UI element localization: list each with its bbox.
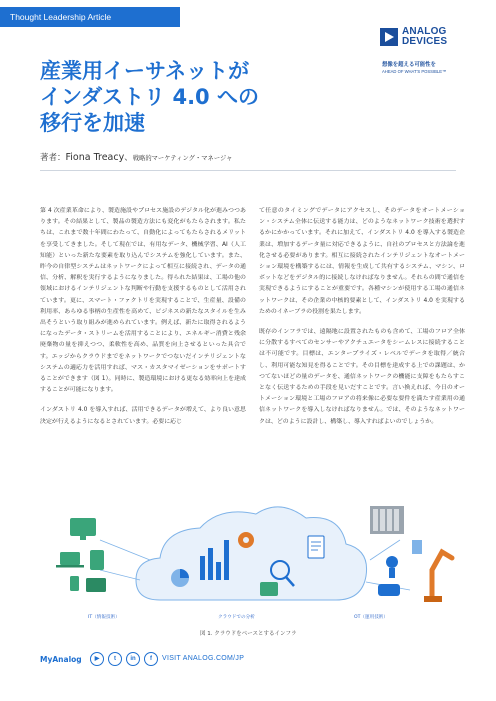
bar-chart-icon [200, 556, 205, 580]
author-prefix: 著者： [40, 153, 66, 163]
figure-illustration [40, 500, 458, 612]
body-paragraph: 第 4 次産業革命により、製造施設やプロセス施設のデジタル化が進みつつあります。その結果として、製品の製造方法にも変化がもたらされます。私たちは、これまで数十年間にわたって、自動化によってもたらされるメリットを享受してきました。そして現在では、有用なデータ、機械学習、AI（人工知能）といった新たな要素を取り込んでシステムを強化しています。また、昨今の自律型システムはネットワークによって相互に接続され、データの通信、分析、解釈を実行するようになりました。得られた結果は、工場の他の領域におけるインテリジェントな判断や行動を支援するものとして活用されています。更に、スマート・ファクトリを実現することで、生産量、設備の利用率、あらゆる事柄の生産性を高めて、ビジネスの新たなスタイルを生み出そうという取り組みが進められています。例えば、新たに取得されるようになったデータ・ストリームを活用することにより、エネルギー消費と残余廃棄物の量を抑えつつ、柔軟性を高め、品質を向上させるといった具合です。エッジからクラウドまでをネットワークでつないだインテリジェントなシステムの適応力を活用すれば、マス・カスタマイゼーションをサポートすることができます（図 1）。同時に、製造環境における更なる効率向上を達成することが可能になります。 [40, 207, 246, 394]
footer [40, 652, 460, 668]
myanalog-logo[interactable] [40, 655, 82, 664]
phone-icon [70, 576, 79, 591]
author-byline [40, 151, 232, 163]
youtube-icon[interactable]: ▶ [90, 652, 104, 666]
sensor-icon [386, 556, 398, 568]
article-type-banner [0, 7, 180, 27]
body-paragraph: インダストリ 4.0 を導入すれば、活用できるデータが増えて、より良い意思決定が行えるようになるとされています。必要に応じ [40, 406, 246, 425]
logo-tagline-jp: 想像を超える可能性を [382, 62, 436, 68]
body-paragraph: 既存のインフラでは、遠隔地に設置されたものも含めて、工場のフロア全体に分散するすべてのセンサーやアクチュエータをシームレスに接続することは不可能です。目標は、エンタープライズ・レベルでデータを取得／統合し、利用可能な知見を得ることです。その目標を達成する上での課題は、かつてないほどの量のデータを、通信ネットワークの機能に支障をもたらすことなく伝送するための手段を見いだすことです。言い換えれば、今日のオートメーション環境と工場のフロアの将来像に必要な要件を満たす産業用の通信ネットワークを導入しなければなりません。では、そのようなネットワークは、どのように設計し、構築し、導入すればよいのでしょうか。 [259, 328, 465, 425]
laptop-icon [60, 552, 80, 565]
body-column-left [40, 205, 246, 436]
twitter-icon[interactable]: t [108, 652, 122, 666]
author-separator: 、 [124, 153, 133, 163]
article-title-line3: 移行を加速 [40, 111, 145, 135]
robot-arm-icon [432, 552, 452, 596]
figure-label-ot: OT（運用技術） [354, 615, 388, 620]
author-role: 戦略的マーケティング・マネージャ [132, 155, 233, 162]
body-paragraph: て任意のタイミングでデータにアクセスし、そのデータをオートメーション・システム全体に伝送する能力は、どのようなネットワーク技術を選択するかにかかっています。それに加えて、インダストリ 4.0 を導入する製造企業は、増加するデータ量に対応できるように、自社のプロセスと方法論を進化させる必要があります。相互に接続されたインテリジェントなオートメーション環境を構築するには、情報を生成して共有するシステム、マシン、ロボットなどをデジタル的に接続しなければなりません。それらの間で通信を実現できるようにすることが重要です。各種マシンが使用する工場の通信ネットワークは、その企業の中核的要素として、インダストリ 4.0 を実現するためのイネーブラの役割を果たします。 [259, 207, 465, 315]
article-title [40, 58, 300, 136]
myanalog-prefix: My [40, 655, 53, 664]
divider [40, 170, 456, 171]
it-devices-group [56, 518, 106, 592]
server-icon [86, 578, 106, 592]
cloud-shape [136, 507, 367, 600]
company-logo[interactable] [380, 28, 490, 78]
tablet-icon [90, 550, 104, 570]
body-column-right [259, 205, 465, 436]
logo-triangle-icon [380, 28, 398, 46]
logo-wordmark-line1: ANALOG [402, 26, 447, 37]
ot-equipment-group [370, 506, 452, 602]
article-title-line1: 産業用イーサネットが [40, 59, 250, 83]
figure-label-cloud: クラウドでの分析 [218, 615, 255, 620]
article-title-line2: インダストリ 4.0 への [40, 85, 259, 109]
linkedin-icon[interactable]: in [126, 652, 140, 666]
logo-wordmark-line2: DEVICES [402, 36, 448, 47]
document-icon [308, 536, 324, 558]
myanalog-suffix: Analog [52, 655, 82, 664]
figure-label-it: IT（情報技術） [88, 615, 120, 620]
visit-website-link[interactable]: VISIT ANALOG.COM/JP [162, 655, 245, 662]
valve-icon [412, 540, 422, 554]
cloud-infrastructure-figure [40, 500, 458, 625]
article-type-label: Thought Leadership Article [10, 12, 112, 22]
logo-tagline-en: AHEAD OF WHAT'S POSSIBLE™ [382, 69, 447, 74]
author-name: Fiona Treacy [65, 152, 125, 163]
motor-icon [378, 584, 400, 596]
logo-wordmark [402, 27, 447, 47]
facebook-icon[interactable]: f [144, 652, 158, 666]
monitor-icon [70, 518, 96, 536]
figure-caption: 図 1. クラウドをベースとするインフラ [200, 631, 297, 637]
database-icon [260, 582, 278, 596]
